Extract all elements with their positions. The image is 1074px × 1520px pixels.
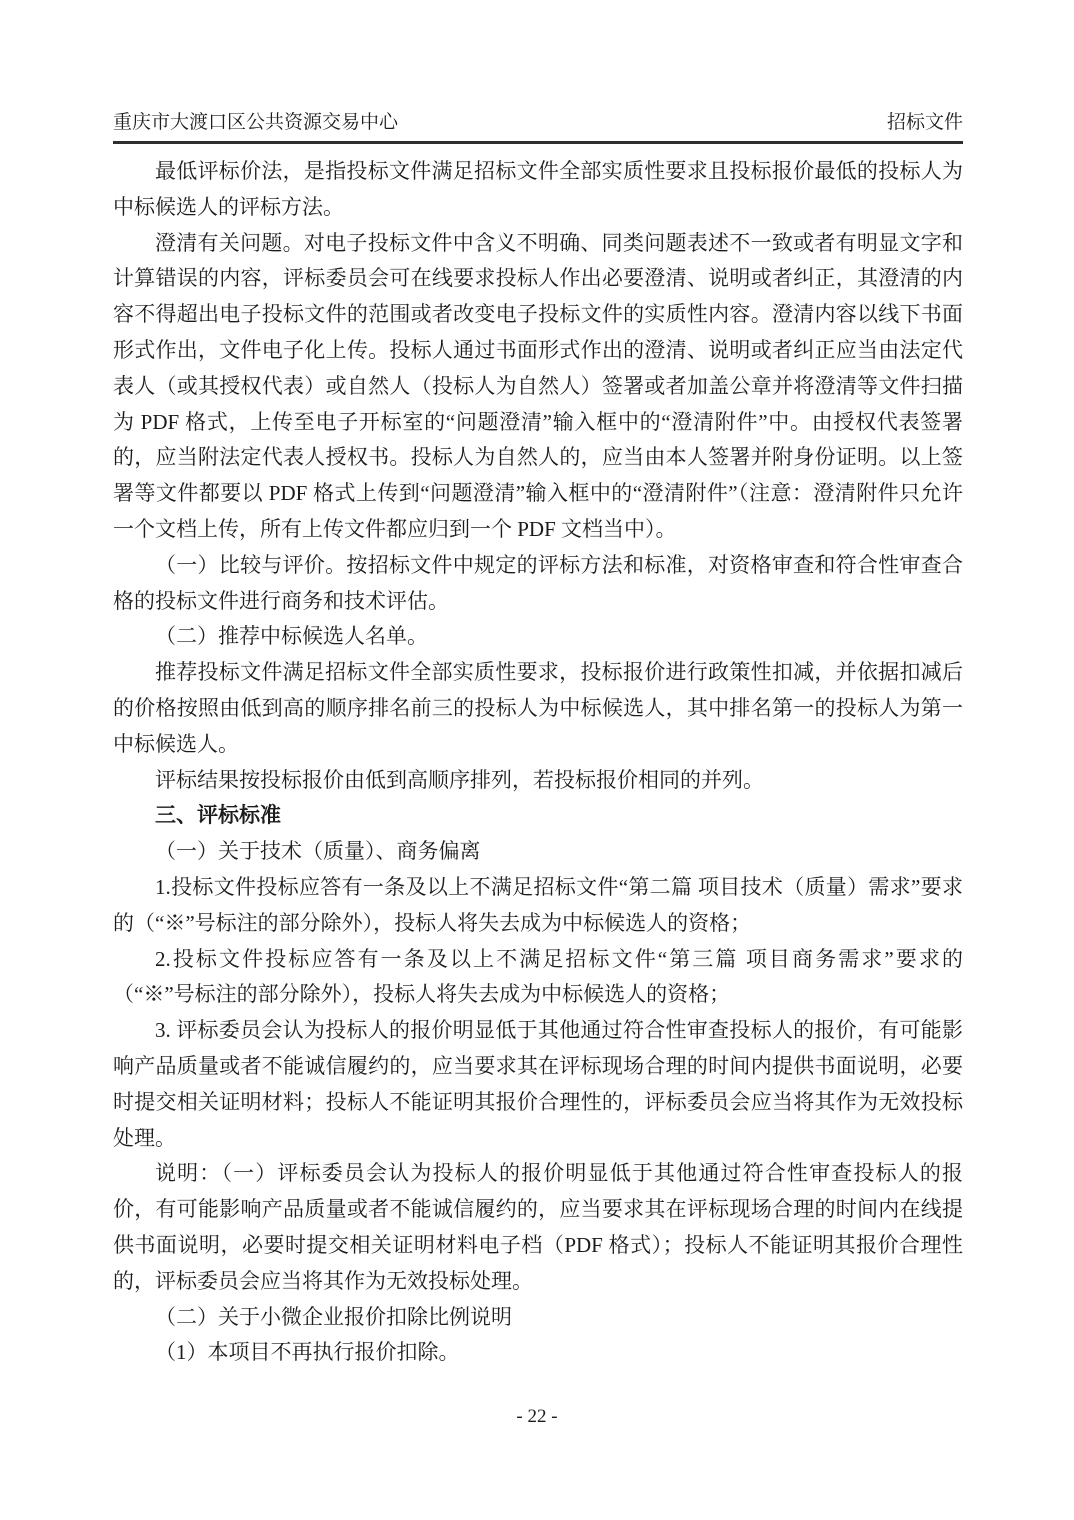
document-body	[113, 154, 963, 1371]
paragraph-clarification: 澄清有关问题。对电子投标文件中含义不明确、同类问题表述不一致或者有明显文字和计算错误的内容，评标委员会可在线要求投标人作出必要澄清、说明或者纠正，其澄清的内容不得超出电子投标文件的范围或者改变电子投标文件的实质性内容。澄清内容以线下书面形式作出，文件电子化上传。投标人通过书面形式作出的澄清、说明或者纠正应当由法定代表人（或其授权代表）或自然人（投标人为自然人）签署或者加盖公章并将澄清等文件扫描为 PDF 格式，上传至电子开标室的“问题澄清”输入框中的“澄清附件”中。由授权代表签署的，应当附法定代表人授权书。投标人为自然人的，应当由本人签署并附身份证明。以上签署等文件都要以 PDF 格式上传到“问题澄清”输入框中的“澄清附件”（注意：澄清附件只允许一个文档上传，所有上传文件都应归到一个 PDF 文档当中）。	[113, 230, 963, 541]
page-header	[113, 112, 963, 144]
paragraph-sme-deduction-title: （二）关于小微企业报价扣除比例说明	[155, 1304, 512, 1329]
paragraph-rule-3-note: 说明：（一）评标委员会认为投标人的报价明显低于其他通过符合性审查投标人的报价，有可能影响产品质量或者不能诚信履约的，应当要求其在评标现场合理的时间内在线提供书面说明，必要时提交相关证明材料电子档（PDF 格式）；投标人不能证明其报价合理性的，评标委员会应当将其作为无效投标处理。	[113, 1161, 963, 1293]
paragraph-lowest-price-method: 最低评标价法，是指投标文件满足招标文件全部实质性要求且投标报价最低的投标人为中标候选人的评标方法。	[113, 159, 963, 219]
page-footer	[0, 1406, 1074, 1428]
header-doc-type: 招标文件	[886, 112, 963, 133]
paragraph-tech-business-deviation-title: （一）关于技术（质量）、商务偏离	[155, 839, 481, 864]
paragraph-rule-1: 1.投标文件投标应答有一条及以上不满足招标文件“第二篇 项目技术（质量）需求”要求的（“※”号标注的部分除外），投标人将失去成为中标候选人的资格；	[113, 874, 963, 935]
paragraph-recommend-candidates: （二）推荐中标候选人名单。	[155, 624, 428, 649]
paragraph-ranking-rule: 推荐投标文件满足招标文件全部实质性要求，投标报价进行政策性扣减，并依据扣减后的价格按照由低到高的顺序排名前三的投标人为中标候选人，其中排名第一的投标人为第一中标候选人。	[113, 660, 963, 756]
header-org-name: 重庆市大渡口区公共资源交易中心	[113, 112, 399, 133]
paragraph-rule-2: 2.投标文件投标应答有一条及以上不满足招标文件“第三篇 项目商务需求”要求的（“※”号标注的部分除外），投标人将失去成为中标候选人的资格；	[113, 946, 963, 1007]
paragraph-result-order: 评标结果按投标报价由低到高顺序排列，若投标报价相同的并列。	[155, 767, 764, 792]
paragraph-sme-deduction-item: （1）本项目不再执行报价扣除。	[155, 1340, 460, 1365]
section-heading-evaluation-criteria: 三、评标标准	[155, 803, 281, 828]
page-number: - 22 -	[516, 1406, 558, 1427]
paragraph-rule-3: 3. 评标委员会认为投标人的报价明显低于其他通过符合性审查投标人的报价，有可能影响产品质量或者不能诚信履约的，应当要求其在评标现场合理的时间内提供书面说明，必要时提交相关证明材料；投标人不能证明其报价合理性的，评标委员会应当将其作为无效投标处理。	[113, 1018, 963, 1150]
paragraph-compare-evaluate: （一）比较与评价。按招标文件中规定的评标方法和标准，对资格审查和符合性审查合格的投标文件进行商务和技术评估。	[113, 552, 963, 613]
